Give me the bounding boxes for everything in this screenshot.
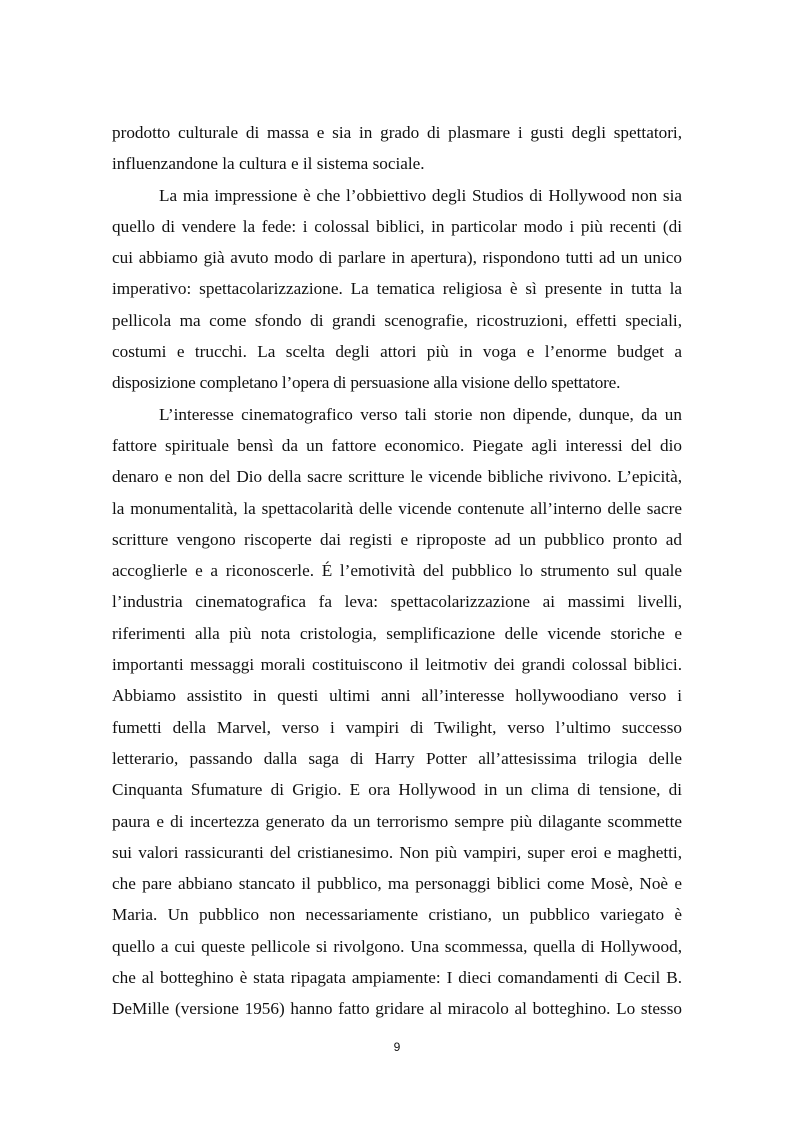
paragraph-2-line-4: imperativo: spettacolarizzazione. La tematica religiosa è sì presente in tutta la [112,279,682,299]
paragraph-3-line-17: Maria. Un pubblico non necessariamente cristiano, un pubblico variegato è [112,905,682,925]
paragraph-3-line-2: fattore spirituale bensì da un fattore economico. Piegate agli interessi del dio [112,435,682,455]
paragraph-3-line-16: che pare abbiano stancato il pubblico, ma personaggi biblici come Mosè, Noè e [112,874,682,894]
paragraph-3-line-8: riferimenti alla più nota cristologia, semplificazione delle vicende storiche e [112,623,682,643]
paragraph-3-line-5: scritture vengono riscoperte dai registi e riproposte ad un pubblico pronto ad [112,529,682,549]
paragraph-3-line-19: che al botteghino è stata ripagata ampiamente: I dieci comandamenti di Cecil B. [112,968,682,988]
paragraph-3-line-15: sui valori rassicuranti del cristianesimo. Non più vampiri, super eroi e maghetti, [112,842,682,862]
paragraph-3-line-14: paura e di incertezza generato da un terrorismo sempre più dilagante scommette [112,811,682,831]
paragraph-3-line-13: Cinquanta Sfumature di Grigio. E ora Hollywood in un clima di tensione, di [112,780,682,800]
paragraph-2-line-5: pellicola ma come sfondo di grandi scenografie, ricostruzioni, effetti speciali, [112,310,682,330]
paragraph-2-line-6: costumi e trucchi. La scelta degli attori più in voga e l’enorme budget a [112,342,682,362]
paragraph-3-line-9: importanti messaggi morali costituiscono il leitmotiv dei grandi colossal biblici. [112,655,682,675]
paragraph-3-line-12: letterario, passando dalla saga di Harry Potter all’attesissima trilogia delle [112,748,682,768]
paragraph-3-line-6: accoglierle e a riconoscerle. É l’emotività del pubblico lo strumento sul quale [112,561,682,581]
paragraph-2-line-1: La mia impressione è che l’obbiettivo degli Studios di Hollywood non sia [159,185,682,205]
paragraph-3-line-3: denaro e non del Dio della sacre scritture le vicende bibliche rivivono. L’epicità, [112,467,682,487]
paragraph-3-line-20: DeMille (versione 1956) hanno fatto gridare al miracolo al botteghino. Lo stesso [112,999,682,1019]
paragraph-2-line-2: quello di vendere la fede: i colossal biblici, in particolar modo i più recenti (di [112,216,682,236]
paragraph-1-line-2: influenzandone la cultura e il sistema sociale. [112,154,425,174]
paragraph-3-line-1: L’interesse cinematografico verso tali storie non dipende, dunque, da un [159,404,682,424]
paragraph-2-line-3: cui abbiamo già avuto modo di parlare in apertura), rispondono tutti ad un unico [112,248,682,268]
paragraph-3-line-18: quello a cui queste pellicole si rivolgono. Una scommessa, quella di Hollywood, [112,936,682,956]
page-number: 9 [393,1040,401,1054]
paragraph-3-line-7: l’industria cinematografica fa leva: spettacolarizzazione ai massimi livelli, [112,592,682,612]
paragraph-2-line-7: disposizione completano l’opera di persuasione alla visione dello spettatore. [112,373,621,393]
document-page [112,117,682,1025]
paragraph-3-line-10: Abbiamo assistito in questi ultimi anni all’interesse hollywoodiano verso i [112,686,682,706]
paragraph-3-line-11: fumetti della Marvel, verso i vampiri di Twilight, verso l’ultimo successo [112,717,682,737]
paragraph-1-line-1: prodotto culturale di massa e sia in grado di plasmare i gusti degli spettatori, [112,123,682,142]
paragraph-3-line-4: la monumentalità, la spettacolarità delle vicende contenute all’interno delle sacre [112,498,682,518]
